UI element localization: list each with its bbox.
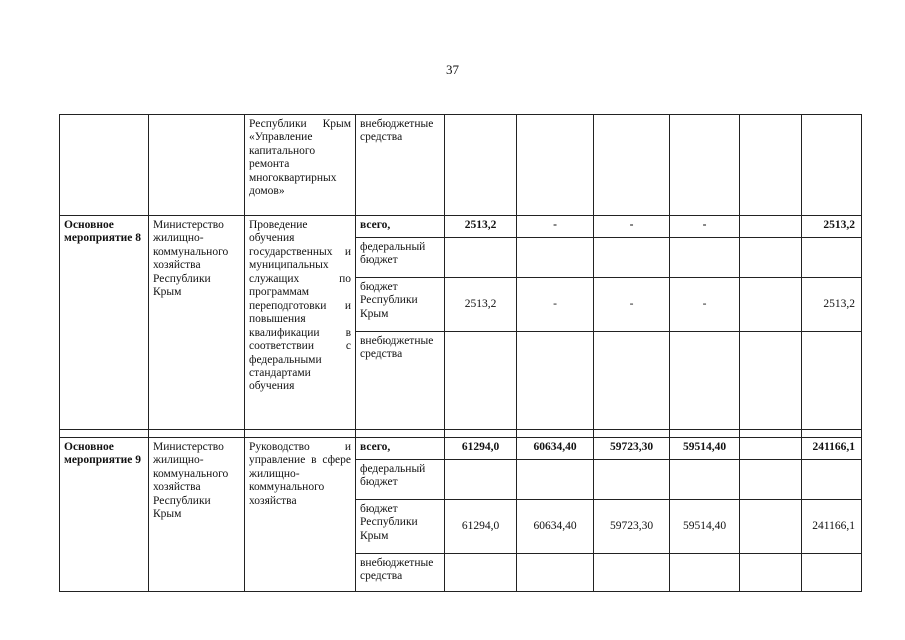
total-cell	[802, 554, 862, 592]
value-cell: -	[517, 278, 594, 332]
value-cell: 59723,30	[594, 438, 670, 460]
table-row	[60, 115, 862, 216]
event-name-cell: Проведение обучения государственных и муниципальных служащих по программам переподготовки и повышения квалификации в соответствии с федеральными стандартами обучения	[245, 216, 356, 430]
total-cell	[802, 238, 862, 278]
total-cell	[802, 332, 862, 430]
table-row	[60, 438, 862, 460]
table-row	[60, 216, 862, 238]
spacer-row	[60, 430, 862, 438]
value-cell: 60634,40	[517, 438, 594, 460]
value-cell	[670, 115, 740, 216]
value-cell: 59514,40	[670, 438, 740, 460]
value-cell	[445, 460, 517, 500]
value-cell	[594, 460, 670, 500]
value-cell	[670, 460, 740, 500]
executor-cell	[149, 115, 245, 216]
value-cell	[740, 216, 802, 238]
executor-cell: Министерство жилищно-коммунального хозяйства Республики Крым	[149, 216, 245, 430]
funding-source-cell: бюджет Республики Крым	[356, 278, 445, 332]
value-cell	[445, 115, 517, 216]
funding-source-cell: бюджет Республики Крым	[356, 500, 445, 554]
value-cell	[740, 460, 802, 500]
value-cell	[517, 554, 594, 592]
funding-source-cell: всего,	[356, 438, 445, 460]
value-cell	[517, 238, 594, 278]
value-cell	[517, 115, 594, 216]
value-cell: -	[517, 216, 594, 238]
value-cell: 61294,0	[445, 438, 517, 460]
value-cell: 2513,2	[445, 216, 517, 238]
total-cell	[802, 115, 862, 216]
value-cell: -	[670, 216, 740, 238]
value-cell	[594, 332, 670, 430]
funding-source-cell: федеральный бюджет	[356, 238, 445, 278]
value-cell	[740, 438, 802, 460]
event-title-cell: Основное мероприятие 8	[60, 216, 149, 430]
value-cell: 61294,0	[445, 500, 517, 554]
funding-source-cell: федеральный бюджет	[356, 460, 445, 500]
value-cell	[740, 278, 802, 332]
event-title-cell: Основное мероприятие 9	[60, 438, 149, 592]
value-cell	[594, 115, 670, 216]
value-cell	[670, 332, 740, 430]
value-cell	[740, 238, 802, 278]
value-cell	[740, 332, 802, 430]
value-cell: -	[594, 216, 670, 238]
page-number: 37	[446, 62, 459, 77]
total-cell: 241166,1	[802, 438, 862, 460]
executor-cell: Министерство жилищно-коммунального хозяйства Республики Крым	[149, 438, 245, 592]
value-cell	[670, 238, 740, 278]
value-cell	[740, 554, 802, 592]
value-cell	[517, 332, 594, 430]
value-cell: -	[670, 278, 740, 332]
value-cell: 59723,30	[594, 500, 670, 554]
total-cell: 2513,2	[802, 278, 862, 332]
budget-table	[59, 114, 862, 592]
event-name-cell: Руководство и управление в сфере жилищно-коммунального хозяйства	[245, 438, 356, 592]
value-cell: -	[594, 278, 670, 332]
value-cell	[740, 115, 802, 216]
total-cell: 2513,2	[802, 216, 862, 238]
value-cell	[445, 554, 517, 592]
event-title-cell	[60, 115, 149, 216]
funding-source-cell: внебюджетные средства	[356, 115, 445, 216]
value-cell	[517, 460, 594, 500]
value-cell: 59514,40	[670, 500, 740, 554]
value-cell	[740, 500, 802, 554]
value-cell	[445, 332, 517, 430]
value-cell	[594, 554, 670, 592]
funding-source-cell: всего,	[356, 216, 445, 238]
value-cell	[670, 554, 740, 592]
value-cell: 60634,40	[517, 500, 594, 554]
value-cell	[445, 238, 517, 278]
value-cell: 2513,2	[445, 278, 517, 332]
event-name-cell: Республики Крым «Управление капитального ремонта многоквартирных домов»	[245, 115, 356, 216]
funding-source-cell: внебюджетные средства	[356, 332, 445, 430]
total-cell	[802, 460, 862, 500]
funding-source-cell: внебюджетные средства	[356, 554, 445, 592]
total-cell: 241166,1	[802, 500, 862, 554]
value-cell	[594, 238, 670, 278]
